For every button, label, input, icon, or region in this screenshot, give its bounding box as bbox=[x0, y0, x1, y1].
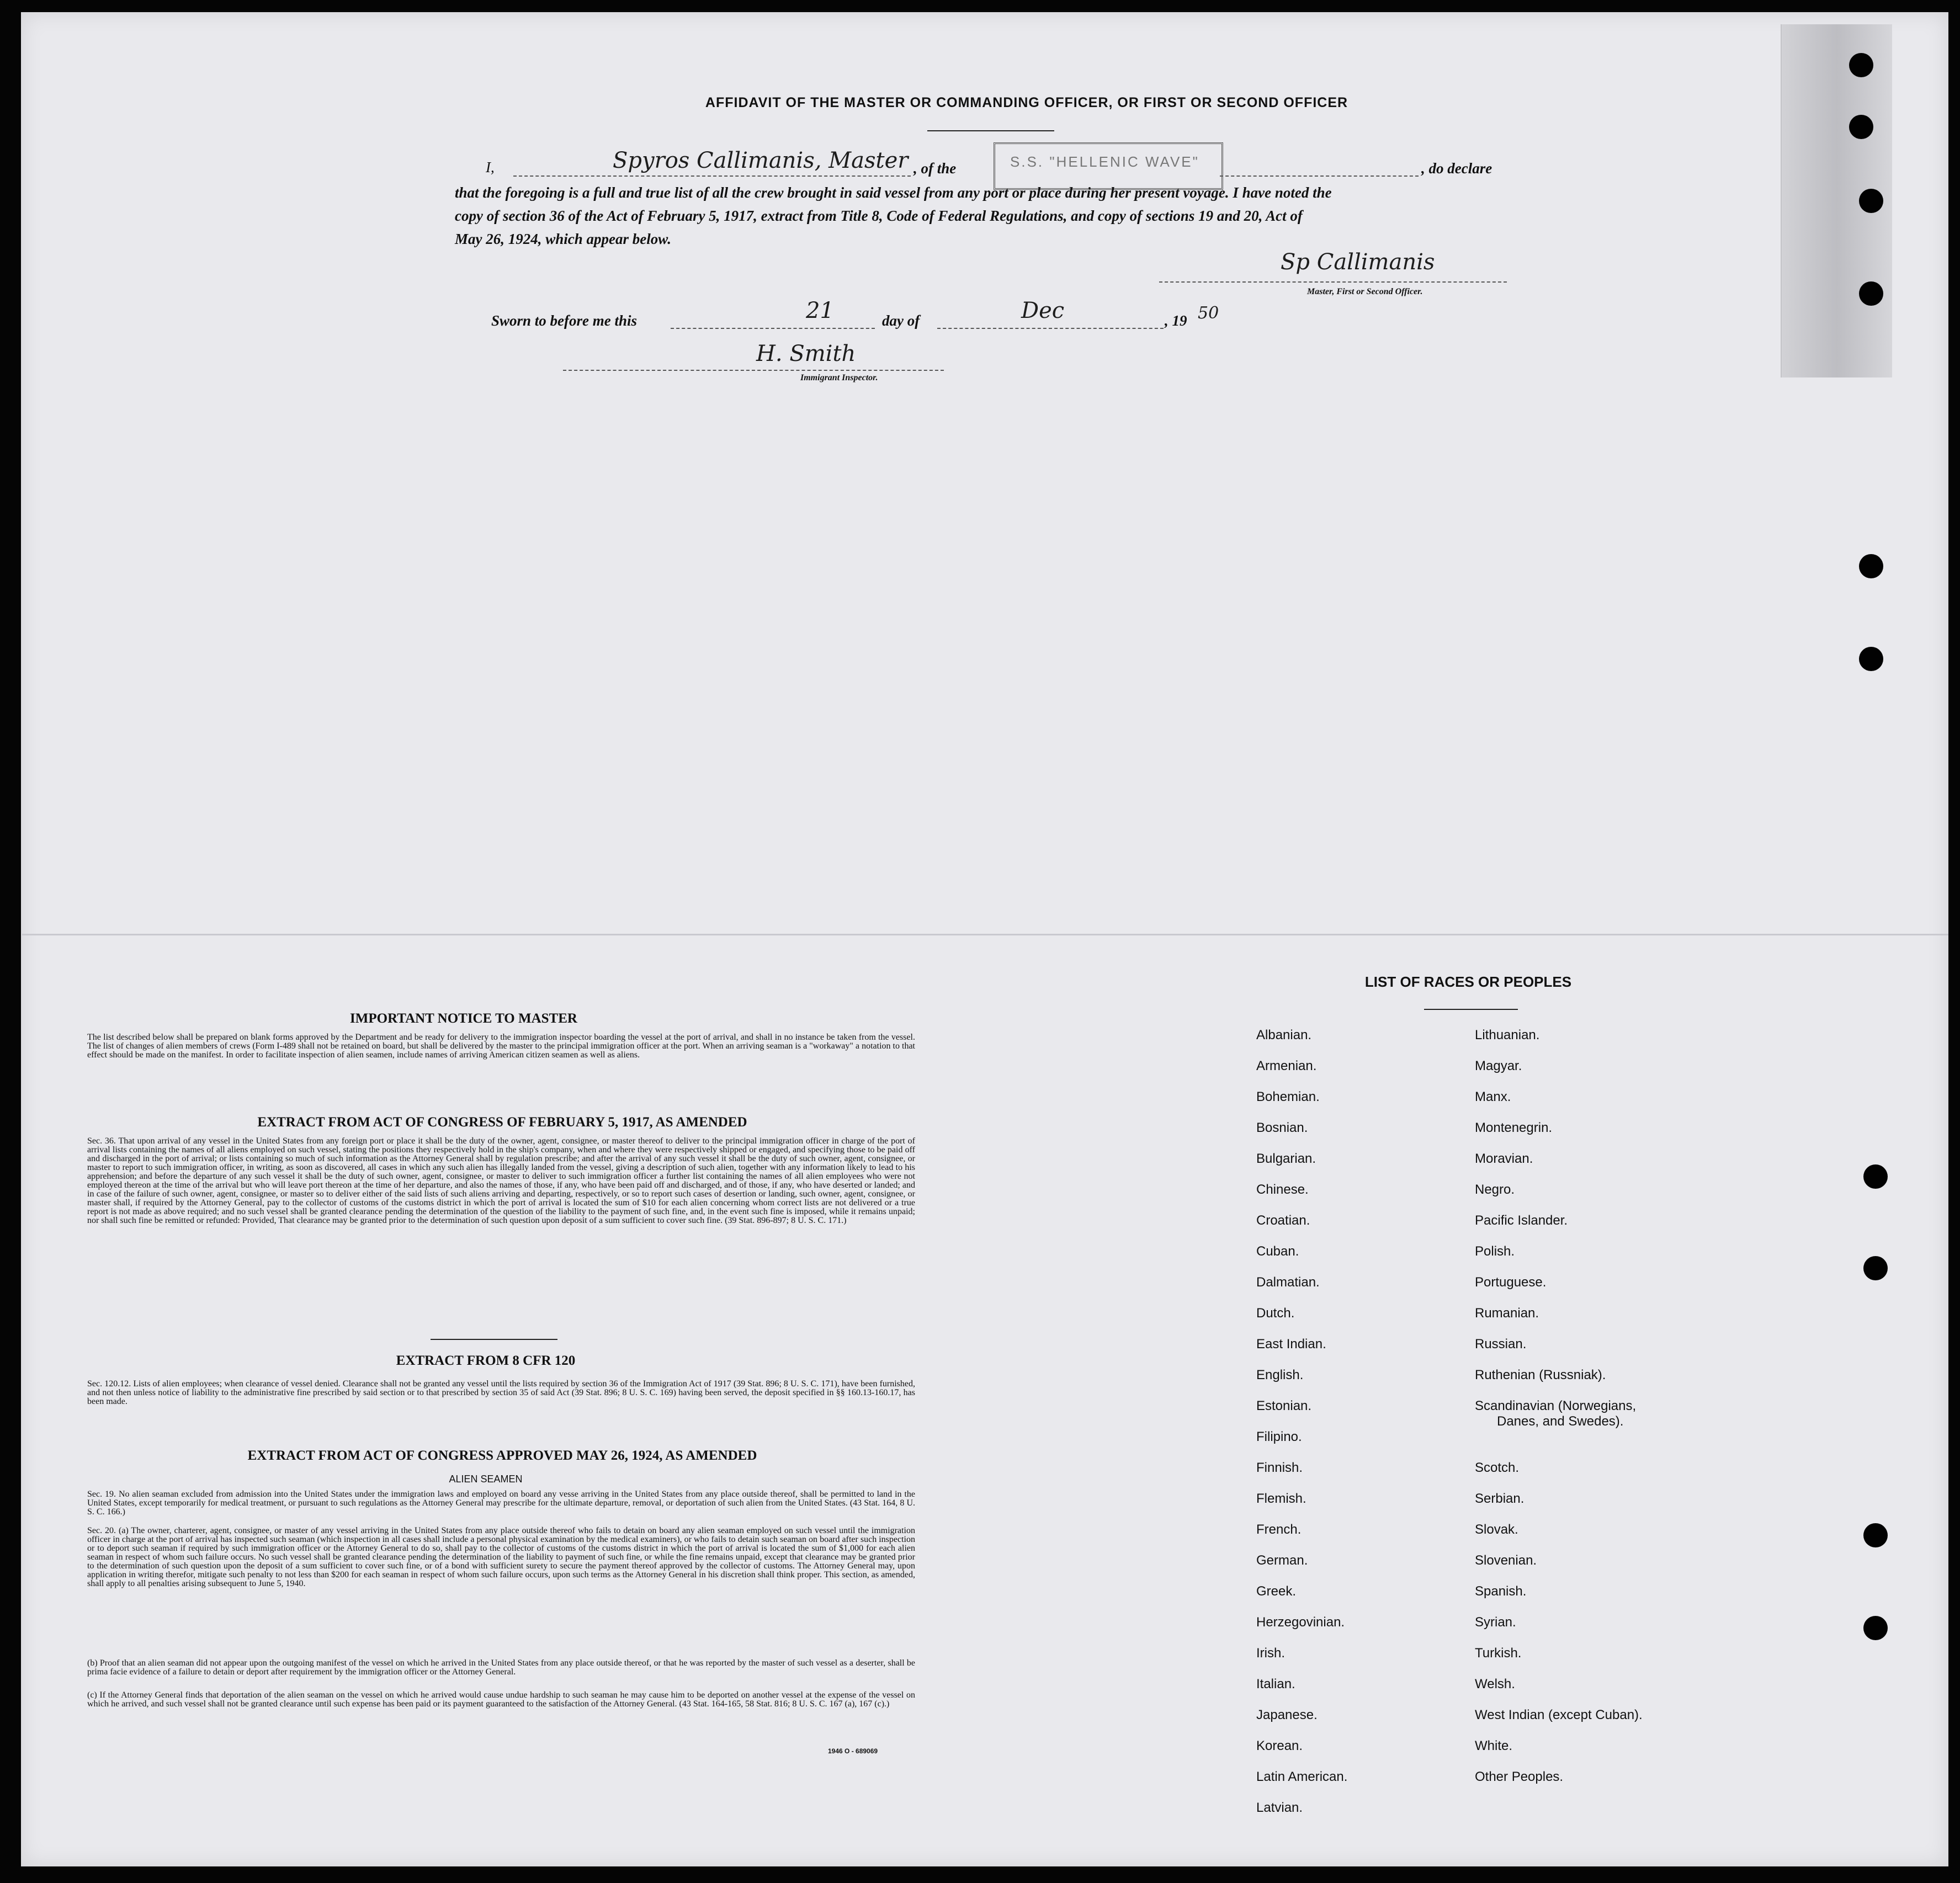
races-title: LIST OF RACES OR PEOPLES bbox=[1364, 974, 1572, 990]
race-item: Korean. bbox=[1256, 1738, 1303, 1753]
binder-hole bbox=[1859, 189, 1883, 213]
race-item: Polish. bbox=[1475, 1244, 1515, 1259]
race-item: Pacific Islander. bbox=[1475, 1213, 1568, 1228]
race-item: Ruthenian (Russniak). bbox=[1475, 1368, 1606, 1382]
notice-text: The list described below shall be prepared on blank forms approved by the Department and be ready for delivery to the immigration inspector boarding the vessel at the port of arrival, and shall in no instance be taken from the vessel. The list of changes of alien members of crews (Form I-489 shall not be retained on board, but shall be delivered by the master to the principal immigration officer at the port. When an arriving seaman is a "workaway" a notation to that effect should be made on the manifest. In order to facilitate inspection of alien seamen, include names of arriving American citizen seamen as well as aliens. bbox=[87, 1033, 915, 1060]
race-item: Latin American. bbox=[1256, 1769, 1348, 1784]
race-item: Albanian. bbox=[1256, 1028, 1312, 1042]
races-rule bbox=[1424, 1009, 1518, 1010]
race-item: White. bbox=[1475, 1738, 1513, 1753]
race-item: Irish. bbox=[1256, 1646, 1286, 1661]
race-item: Other Peoples. bbox=[1475, 1769, 1564, 1784]
race-item: Scotch. bbox=[1475, 1460, 1520, 1475]
sworn-year: 50 bbox=[1198, 304, 1219, 323]
inspector-line bbox=[563, 370, 944, 371]
month-line bbox=[937, 328, 1164, 329]
race-item: Rumanian. bbox=[1475, 1306, 1539, 1321]
day-of-label: day of bbox=[882, 312, 920, 329]
extract-1924-sec20b: (b) Proof that an alien seaman did not appear upon the outgoing manifest of the vessel on which he arrived in the United States from any place outside thereof, or that he was reported by the master of such vessel as a deserter, shall be prima facie evidence of a failure to detain or deport after requirement by the immigration officer or the Attorney General. bbox=[87, 1658, 915, 1677]
race-item: German. bbox=[1256, 1553, 1308, 1568]
race-item: Armenian. bbox=[1256, 1058, 1317, 1073]
binder-hole bbox=[1849, 53, 1873, 77]
race-item: Bulgarian. bbox=[1256, 1151, 1316, 1166]
fold-line bbox=[22, 934, 1948, 935]
extract-1924-sec20a: Sec. 20. (a) The owner, charterer, agent, consignee, or master of any vessel arriving in the United States from any place outside thereof who fails to detain on board any alien seaman employed on such vessel until the immigration officer in charge at the port of arrival has inspected such seaman (which inspection in all cases shall include a personal physical examination by the medical examiners), or who fails to detain such seaman on board after such inspection or to deport such seaman if required by such immigration officer or the Attorney General to do so, shall pay to the collector of customs of the customs district in which the port of arrival is located the sum of $1,000 for each alien seaman in respect of whom such failure occurs. No such vessel shall be granted clearance pending the determination of the liability to payment of such fine, or while the fine remains unpaid, except that clearance may be granted prior to the determination of such question upon the deposit of a sum sufficient to cover such fine, or of a bond with sufficient surety to secure the payment thereof approved by the collector of customs. The Attorney General may, upon application in writing therefor, mitigate such penalty to not less than $200 for each seaman in respect of whom such failure occurs, upon such terms as the Attorney General in his discretion shall think proper. This section, as amended, shall apply to all penalties arising subsequent to June 5, 1940. bbox=[87, 1526, 915, 1588]
race-item: Greek. bbox=[1256, 1584, 1297, 1599]
notice-title: IMPORTANT NOTICE TO MASTER bbox=[350, 1011, 577, 1026]
race-item: Chinese. bbox=[1256, 1182, 1309, 1197]
race-item: Lithuanian. bbox=[1475, 1028, 1540, 1042]
race-item: East Indian. bbox=[1256, 1337, 1326, 1352]
race-item: Italian. bbox=[1256, 1677, 1295, 1691]
do-declare-label: , do declare bbox=[1421, 160, 1492, 177]
extract-cfr-title: EXTRACT FROM 8 CFR 120 bbox=[396, 1353, 576, 1368]
race-item: Latvian. bbox=[1256, 1800, 1303, 1815]
master-signature: Sp Callimanis bbox=[1281, 249, 1435, 275]
race-item: West Indian (except Cuban). bbox=[1475, 1708, 1643, 1722]
vessel-name: S.S. "HELLENIC WAVE" bbox=[1010, 153, 1199, 170]
binder-hole bbox=[1863, 1616, 1888, 1640]
declaration-line-1: that the foregoing is a full and true list of all the crew brought in said vessel from any port or place during her present voyage. I have noted the bbox=[455, 184, 1332, 201]
sworn-label: Sworn to before me this bbox=[491, 312, 638, 329]
declaration-line-3: May 26, 1924, which appear below. bbox=[455, 231, 672, 247]
extract-1917-title: EXTRACT FROM ACT OF CONGRESS OF FEBRUARY 5, 1917, AS AMENDED bbox=[257, 1115, 747, 1130]
race-item: Turkish. bbox=[1475, 1646, 1522, 1661]
race-item: Bohemian. bbox=[1256, 1089, 1320, 1104]
i-label: I, bbox=[486, 159, 495, 175]
signature-caption: Master, First or Second Officer. bbox=[1307, 287, 1423, 296]
printer-mark: 1946 O - 689069 bbox=[828, 1747, 878, 1755]
of-the-label: , of the bbox=[913, 160, 957, 177]
race-item: Syrian. bbox=[1475, 1615, 1516, 1630]
race-item: Moravian. bbox=[1475, 1151, 1533, 1166]
inspector-caption: Immigrant Inspector. bbox=[800, 373, 878, 382]
binder-hole bbox=[1859, 281, 1883, 306]
extract-1924-subtitle: ALIEN SEAMEN bbox=[449, 1474, 523, 1485]
race-item: Cuban. bbox=[1256, 1244, 1299, 1259]
race-item: Croatian. bbox=[1256, 1213, 1310, 1228]
sworn-day: 21 bbox=[806, 298, 834, 323]
race-item: Scandinavian (Norwegians, bbox=[1475, 1398, 1637, 1413]
extract-1924-sec20c: (c) If the Attorney General finds that deportation of the alien seaman on the vessel on which he arrived would cause undue hardship to such seaman he may cause him to be deported on another vessel at the expense of the vessel on which he arrived, and such vessel shall not be granted clearance until such expense has been paid or its payment guaranteed to the satisfaction of the Attorney General. (43 Stat. 164-165, 58 Stat. 816; 8 U. S. C. 167 (a), 167 (c).) bbox=[87, 1690, 915, 1709]
declaration-line-2: copy of section 36 of the Act of February 5, 1917, extract from Title 8, Code of Federal Regulations, and copy of sections 19 and 20, Act of bbox=[455, 208, 1303, 224]
extract-cfr-text: Sec. 120.12. Lists of alien employees; when clearance of vessel denied. Clearance shall not be granted any vessel until the lists required by section 36 of the Immigration Act of 1917 (39 Stat. 896; 8 U. S. C. 171), have been furnished, and not then unless notice of liability to the administrative fine prescribed by said section or to that prescribed by section 35 of said Act (39 Stat. 896; 8 U. S. C. 169) having been served, the deposit specified in §§ 160.13-160.17, has been made. bbox=[87, 1379, 915, 1406]
race-item: Dalmatian. bbox=[1256, 1275, 1320, 1290]
master-name: Spyros Callimanis, Master bbox=[613, 148, 909, 173]
race-item: Russian. bbox=[1475, 1337, 1527, 1352]
day-line bbox=[671, 328, 875, 329]
race-item: Montenegrin. bbox=[1475, 1120, 1553, 1135]
race-item: Estonian. bbox=[1256, 1398, 1312, 1413]
race-item: Spanish. bbox=[1475, 1584, 1527, 1599]
document-page bbox=[21, 12, 1948, 1866]
race-item: Manx. bbox=[1475, 1089, 1511, 1104]
signature-line bbox=[1159, 281, 1507, 283]
race-item: Serbian. bbox=[1475, 1491, 1525, 1506]
extract-1924-sec19: Sec. 19. No alien seaman excluded from admission into the United States under the immigration laws and employed on board any vesse arriving in the United States from any place outside thereof, shall be permitted to land in the United States, except temporarily for medical treatment, or pursuant to such regulations as the Attorney General may prescribe for the ultimate departure, removal, or deportation of such alien from the United States. (43 Stat. 164, 8 U. S. C. 166.) bbox=[87, 1490, 915, 1517]
race-item: Japanese. bbox=[1256, 1708, 1318, 1722]
race-item: Magyar. bbox=[1475, 1058, 1522, 1073]
binder-hole bbox=[1863, 1256, 1888, 1280]
vessel-line bbox=[1220, 175, 1419, 177]
race-item: Finnish. bbox=[1256, 1460, 1303, 1475]
race-item: English. bbox=[1256, 1368, 1304, 1382]
binder-hole bbox=[1859, 554, 1883, 578]
race-item: Slovenian. bbox=[1475, 1553, 1537, 1568]
race-item: Welsh. bbox=[1475, 1677, 1515, 1691]
race-item: Filipino. bbox=[1256, 1429, 1302, 1444]
race-item: Dutch. bbox=[1256, 1306, 1295, 1321]
extract-1924-title: EXTRACT FROM ACT OF CONGRESS APPROVED MAY 26, 1924, AS AMENDED bbox=[247, 1448, 757, 1463]
binder-hole bbox=[1859, 647, 1883, 671]
binder-hole bbox=[1849, 115, 1873, 139]
binder-hole bbox=[1863, 1164, 1888, 1189]
section-rule bbox=[431, 1339, 557, 1340]
race-item: Negro. bbox=[1475, 1182, 1515, 1197]
race-item: Bosnian. bbox=[1256, 1120, 1308, 1135]
name-line bbox=[513, 175, 911, 177]
sworn-month: Dec bbox=[1021, 298, 1065, 323]
race-item: Danes, and Swedes). bbox=[1497, 1414, 1624, 1429]
extract-1917-text: Sec. 36. That upon arrival of any vessel in the United States from any foreign port or place it shall be the duty of the owner, agent, consignee, or master thereof to deliver to the principal immigration officer in charge of the port of arrival lists containing the names of all aliens employed on such vessel, stating the positions they respectively hold in the ship's company, when and where they were respectively shipped or engaged, and specifying those to be paid off and discharged in the port of arrival; or lists containing so much of such information as the Attorney General shall by regulation prescribe; and after the arrival of any such vessel it shall be the duty of such owner, agent, consignee, or master to report to such immigration officer, in writing, as soon as discovered, all cases in which any such alien has illegally landed from the vessel, giving a description of such alien, together with any information likely to lead to his apprehension; and before the departure of any such vessel it shall be the duty of such owner, agent, consignee, or master to deliver to such immigration officer a further list containing the names of all alien employees who were not employed thereon at the time of the arrival but who will leave port thereon at the time of her departure, and also the names of those, if any, who have been paid off and discharged, and of those, if any, who have deserted or landed; and in case of the failure of such owner, agent, consignee, or master so to deliver either of the said lists of such aliens arriving and departing, respectively, or so to report such cases of desertion or landing, such owner, agent, consignee, or master shall, if required by the Attorney General, pay to the collector of customs of the customs district in which the port of arrival is located the sum of $10 for each alien concerning whom correct lists are not delivered or a true report is not made as above required; and no such vessel shall be granted clearance pending the determination of the question of the liability to the payment of such fine, and, in the event such fine is imposed, while it remains unpaid; nor shall such fine be remitted or refunded: Provided, That clearance may be granted prior to the determination of such question upon deposit of a sum sufficient to cover such fine. (39 Stat. 896-897; 8 U. S. C. 171.) bbox=[87, 1136, 915, 1225]
race-item: Herzegovinian. bbox=[1256, 1615, 1345, 1630]
binder-hole bbox=[1863, 1523, 1888, 1547]
inspector-signature: H. Smith bbox=[756, 341, 856, 366]
affidavit-title: AFFIDAVIT OF THE MASTER OR COMMANDING OFFICER, OR FIRST OR SECOND OFFICER bbox=[705, 95, 1348, 110]
race-item: Flemish. bbox=[1256, 1491, 1306, 1506]
year-prefix: , 19 bbox=[1165, 312, 1187, 329]
race-item: Slovak. bbox=[1475, 1522, 1518, 1537]
race-item: French. bbox=[1256, 1522, 1302, 1537]
race-item: Portuguese. bbox=[1475, 1275, 1547, 1290]
title-rule bbox=[927, 130, 1054, 131]
